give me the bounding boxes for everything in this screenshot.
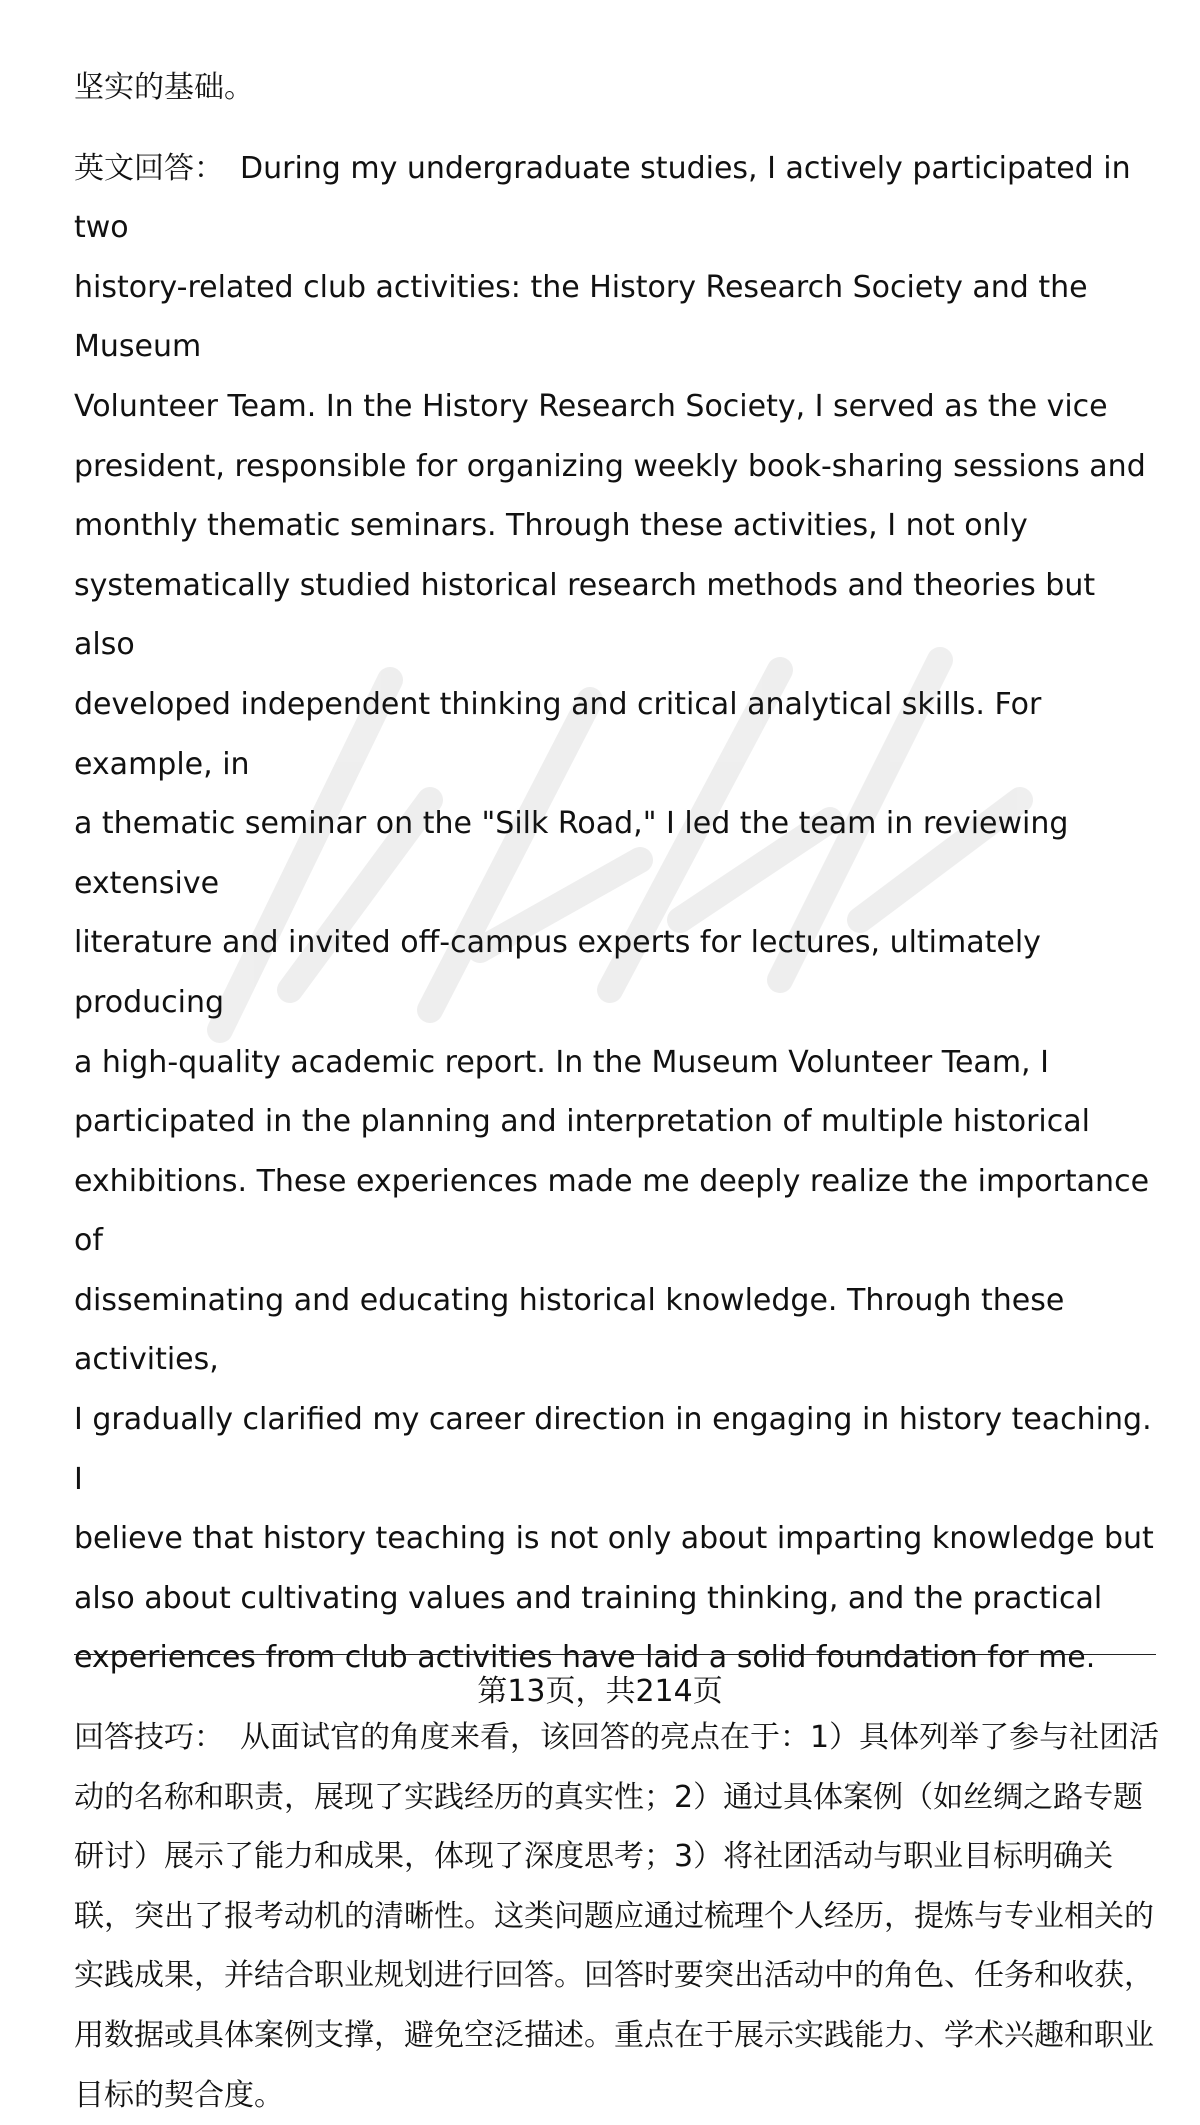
- intro-fragment: 坚实的基础。: [74, 70, 254, 105]
- page-number: 第13页，共214页: [477, 1674, 723, 1709]
- answer-tips-paragraph: [74, 1708, 1164, 2125]
- english-answer-label: 英文回答：: [74, 150, 224, 186]
- document-body: [74, 58, 1164, 2125]
- footer-divider: [74, 1654, 1156, 1655]
- english-answer-text: During my undergraduate studies, I actively participated in two history-related club activities: the History Research Society and the Museum Volunteer Team. In the History Research Society, I served as the vice president, responsible for organizing weekly book-sharing sessions and monthly thematic seminars. Through these activities, I not only systematically studied historical research methods and theories but also developed independent thinking and critical analytical skills. For example, in a thematic seminar on the "Silk Road," I led the team in reviewing extensive literature and invited off-campus experts for lectures, ultimately producing a high-quality academic report. In the Museum Volunteer Team, I participated in the planning and interpretation of multiple historical exhibitions. These experiences made me deeply realize the importance of disseminating and educating historical knowledge. Through these activities, I gradually clarified my career direction in engaging in history teaching. I believe that history teaching is not only about imparting knowledge but also about cultivating values and training thinking, and the practical experiences from club activities have laid a solid foundation for me.: [74, 150, 1154, 1676]
- answer-tips-text: 从面试官的角度来看，该回答的亮点在于：1）具体列举了参与社团活 动的名称和职责，展现了实践经历的真实性；2）通过具体案例（如丝绸之路专题 研讨）展示了能力和成果，体现了深度思考；3）将社团活动与职业目标明确关 联，突出了报考动机的清晰性。这类问题应通过梳理个人经历，提炼与专业相关的 实践成果，并结合职业规划进行回答。回答时要突出活动中的角色、任务和收获， 用数据或具体案例支撑，避免空泛描述。重点在于展示实践能力、学术兴趣和职业 目标的契合度。: [74, 1720, 1160, 2113]
- english-answer-paragraph: [74, 139, 1164, 1688]
- answer-tips-label: 回答技巧：: [74, 1720, 224, 1756]
